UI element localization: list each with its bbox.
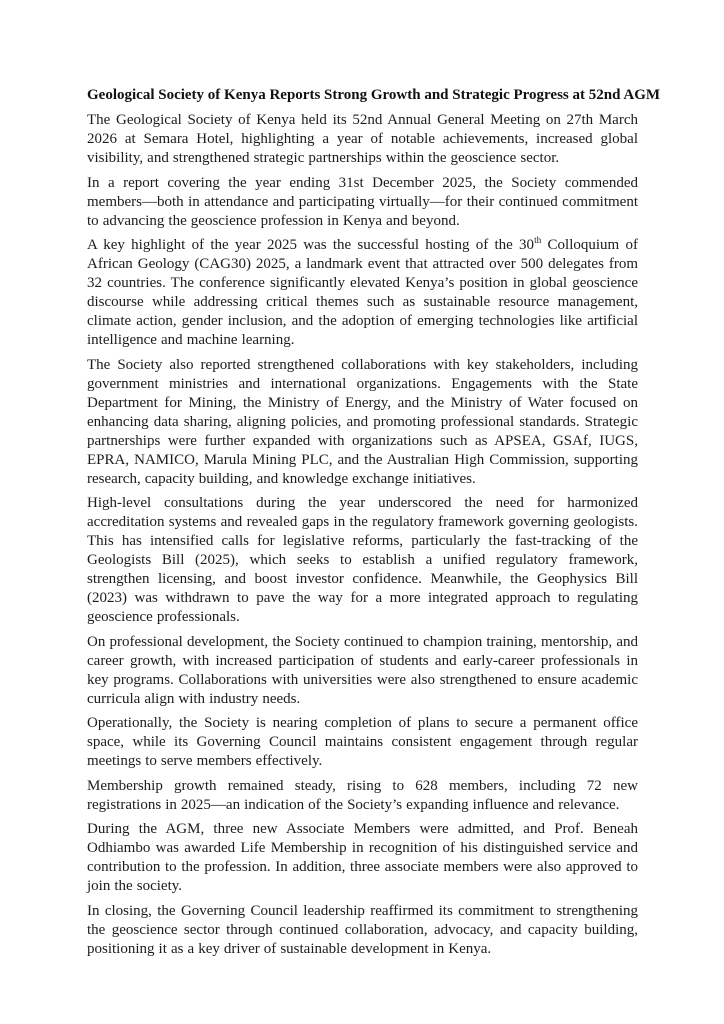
paragraph-membership: Membership growth remained steady, rising to 628 members, including 72 new registrations in 2025—an indication of the Society’s expanding influence and relevance.: [87, 777, 638, 813]
paragraph-cag30-highlight: [87, 236, 638, 350]
paragraph-professional-development: On professional development, the Society continued to champion training, mentorship, and career growth, with increased participation of students and early-career professionals in key programs. Collaborations with universities were also strengthened to ensure academic curricula align with industry needs.: [87, 633, 638, 707]
paragraph-closing: In closing, the Governing Council leadership reaffirmed its commitment to strengthening the geoscience sector through continued collaboration, advocacy, and capacity building, positioning it as a key driver of sustainable development in Kenya.: [87, 902, 638, 957]
paragraph-intro: The Geological Society of Kenya held its 52nd Annual General Meeting on 27th March 2026 at Semara Hotel, highlighting a year of notable achievements, increased global visibility, and strengthened strategic partnerships within the geoscience sector.: [87, 112, 638, 166]
paragraph-agm-admissions: During the AGM, three new Associate Members were admitted, and Prof. Beneah Odhiambo was awarded Life Membership in recognition of his distinguished service and contribution to the profession. In addition, three associate members were also approved to join the society.: [87, 821, 638, 894]
paragraph-collaborations: The Society also reported strengthened collaborations with key stakeholders, including government ministries and international organizations. Engagements with the State Department for Mining, the Ministry of Energy, and the Ministry of Water focused on enhancing data sharing, aligning policies, and promoting professional standards. Strategic partnerships were further expanded with organizations such as APSEA, GSAf, IUGS, EPRA, NAMICO, Marula Mining PLC, and the Australian High Commission, supporting research, capacity building, and knowledge exchange initiatives.: [87, 356, 638, 487]
paragraph-cag30-text-pre: A key highlight of the year 2025 was the successful hosting of the 30: [87, 237, 535, 253]
paragraph-annual-report: In a report covering the year ending 31st December 2025, the Society commended members—both in attendance and participating virtually—for their continued commitment to advancing the geoscience profession in Kenya and beyond.: [87, 174, 638, 229]
document-page: [87, 86, 661, 959]
page-title: Geological Society of Kenya Reports Strong Growth and Strategic Progress at 52nd AGM: [87, 87, 661, 103]
ordinal-superscript: th: [534, 236, 542, 246]
paragraph-cag30-text-post: Colloquium of African Geology (CAG30) 2025, a landmark event that attracted over 500 delegates from 32 countries. The conference significantly elevated Kenya’s position in global geoscience discourse while addressing critical themes such as sustainable resource management, climate action, gender inclusion, and the adoption of emerging technologies like artificial intelligence and machine learning.: [87, 237, 638, 348]
paragraph-regulatory: High-level consultations during the year underscored the need for harmonized accreditation systems and revealed gaps in the regulatory framework governing geologists. This has intensified calls for legislative reforms, particularly the fast-tracking of the Geologists Bill (2025), which seeks to establish a unified regulatory framework, strengthen licensing, and boost investor confidence. Meanwhile, the Geophysics Bill (2023) was withdrawn to pave the way for a more integrated approach to regulating geoscience professionals.: [87, 495, 638, 625]
paragraph-operations: Operationally, the Society is nearing completion of plans to secure a permanent office space, while its Governing Council maintains consistent engagement through regular meetings to serve members effectively.: [87, 715, 638, 769]
